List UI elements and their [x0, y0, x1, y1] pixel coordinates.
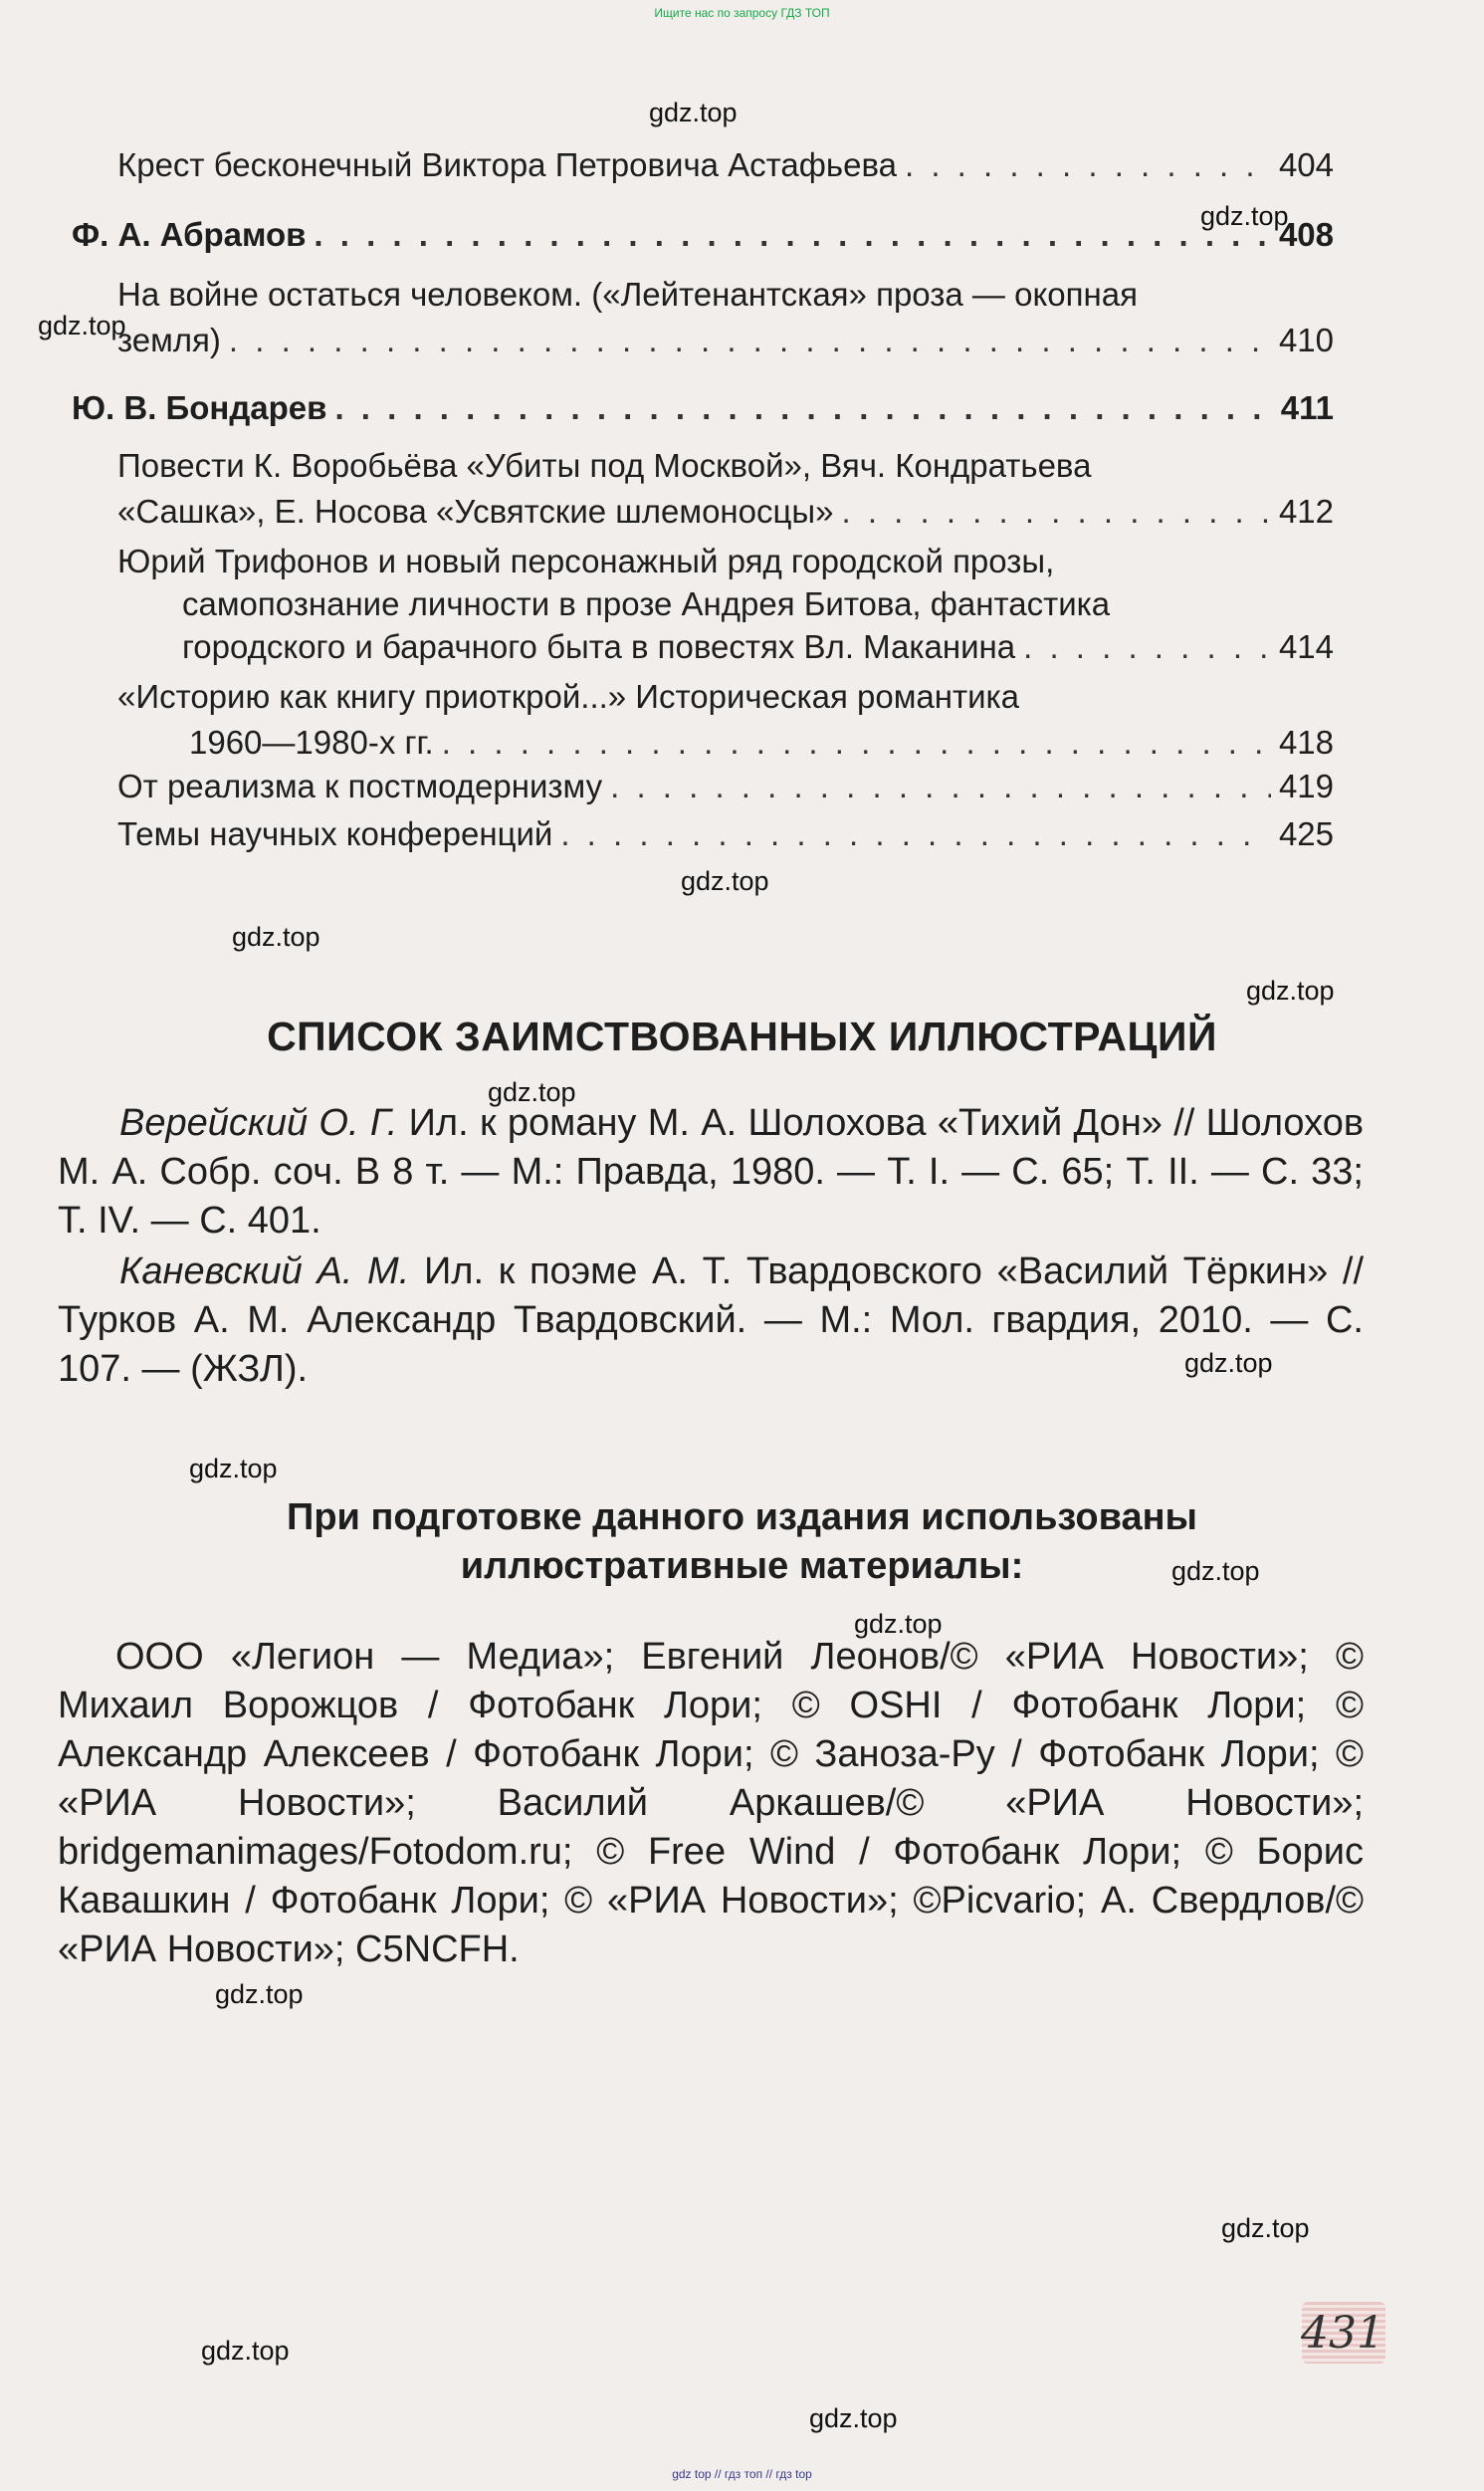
watermark: gdz.top	[1246, 976, 1335, 1006]
section-title-materials: При подготовке данного издания использованы	[287, 1496, 1197, 1538]
toc-entry	[117, 145, 1334, 185]
toc-entry-title: «Сашка», Е. Носова «Усвятские шлемоносцы»	[117, 493, 834, 530]
toc-page-number: 412	[1278, 493, 1334, 530]
watermark: gdz.top	[189, 1454, 278, 1483]
toc-author	[72, 215, 1334, 255]
toc-entry-title: Повести К. Воробьёва «Убиты под Москвой», Вяч. Кондратьева	[117, 447, 1092, 484]
toc-entry-title: От реализма к постмодернизму	[117, 768, 603, 804]
watermark: gdz.top	[201, 2336, 290, 2366]
toc-entry-title: Крест бесконечный Виктора Петровича Астафьева	[117, 146, 897, 183]
footer-links[interactable]: gdz top // гдз топ // гдз top	[672, 2467, 812, 2481]
reference-author: Верейский О. Г.	[119, 1102, 398, 1144]
watermark: gdz.top	[649, 98, 738, 127]
toc-entry-title: земля)	[117, 322, 221, 358]
toc-leader	[905, 145, 1271, 185]
toc-author-name: Ю. В. Бондарев	[72, 389, 327, 426]
reference-text: Ил. к поэме А. Т. Твардовского «Василий Тёркин» // Турков А. М. Александр Твардовский. — М.: Мол. гвардия, 2010. — С. 107. — (ЖЗЛ).	[58, 1250, 1365, 1390]
toc-leader	[334, 388, 1272, 428]
section-title-illustrations: СПИСОК ЗАИМСТВОВАННЫХ ИЛЛЮСТРАЦИЙ	[267, 1014, 1217, 1059]
illustration-reference	[58, 1247, 1364, 1394]
watermark: gdz.top	[488, 1077, 576, 1107]
toc-page-number: 425	[1278, 815, 1334, 852]
toc-leader	[841, 492, 1270, 532]
toc-author-name: Ф. А. Абрамов	[72, 216, 307, 253]
toc-author	[72, 388, 1334, 428]
watermark: gdz.top	[1221, 2213, 1310, 2243]
toc-leader	[314, 215, 1271, 255]
toc-leader	[442, 723, 1271, 763]
toc-page-number: 419	[1278, 768, 1334, 804]
watermark: gdz.top	[1200, 201, 1289, 231]
watermark: gdz.top	[1184, 1348, 1273, 1378]
toc-page-number: 408	[1278, 216, 1334, 253]
toc-entry	[117, 321, 1334, 360]
illustration-reference	[58, 1099, 1364, 1246]
toc-entry	[189, 723, 1334, 763]
section-title-materials: иллюстративные материалы:	[460, 1545, 1024, 1587]
page-number: 431	[1301, 2308, 1384, 2359]
page-number-badge	[1300, 2290, 1385, 2376]
toc-page-number: 411	[1280, 389, 1334, 426]
credits-text: ООО «Легион — Медиа»; Евгений Леонов/© «РИА Новости»; © Михаил Ворожцов / Фотобанк Лори; © OSHI / Фотобанк Лори; © Александр Алексеев / Фотобанк Лори; © Заноза-Ру / Фотобанк Лори; © «РИА Новости»; Василий Аркашев/© «РИА Новости»; bridgemanimages/Fotodom.ru; © Free Wind / Фотобанк Лори; © Борис Кавашкин / Фотобанк Лори; © «РИА Новости»; ©Picvario; А. Свердлов/© «РИА Новости»; C5NCFH.	[58, 1636, 1364, 1970]
watermark: gdz.top	[1171, 1556, 1260, 1586]
reference-author: Каневский А. М.	[119, 1250, 410, 1292]
toc-entry-title: 1960—1980-х гг.	[189, 724, 434, 761]
top-banner[interactable]: Ищите нас по запросу ГДЗ ТОП	[654, 6, 830, 20]
watermark: gdz.top	[215, 1979, 304, 2009]
toc-entry-title: «Историю как книгу приоткрой...» Историческая романтика	[117, 678, 1020, 715]
toc-entry	[117, 767, 1334, 806]
toc-entry-title: самопознание личности в прозе Андрея Битова, фантастика	[182, 585, 1111, 622]
watermark: gdz.top	[38, 311, 126, 340]
toc-entry	[182, 627, 1334, 667]
reference-text: Ил. к роману М. А. Шолохова «Тихий Дон» // Шолохов М. А. Собр. соч. В 8 т. — М.: Правда, 1980. — Т. I. — С. 65; Т. II. — С. 33; Т. IV. — С. 401.	[58, 1102, 1365, 1242]
toc-leader	[610, 767, 1271, 806]
toc-entry-title: Темы научных конференций	[117, 815, 553, 852]
watermark: gdz.top	[809, 2403, 898, 2433]
watermark: gdz.top	[681, 866, 769, 896]
watermark: gdz.top	[854, 1609, 943, 1639]
toc-page-number: 418	[1278, 724, 1334, 761]
toc-leader	[560, 814, 1271, 854]
toc-entry	[117, 814, 1334, 854]
toc-entry-title: Юрий Трифонов и новый персонажный ряд городской прозы,	[117, 543, 1055, 579]
watermark: gdz.top	[232, 922, 320, 952]
toc-page-number: 410	[1278, 322, 1334, 358]
toc-leader	[229, 321, 1271, 360]
toc-page-number: 414	[1278, 628, 1334, 665]
toc-leader	[1023, 627, 1271, 667]
toc-entry	[117, 492, 1334, 532]
materials-credits	[58, 1633, 1364, 1974]
toc-entry-title: городского и барачного быта в повестях Вл. Маканина	[182, 628, 1016, 665]
toc-entry-title: На войне остаться человеком. («Лейтенантская» проза — окопная	[117, 276, 1138, 313]
toc-page-number: 404	[1278, 146, 1334, 183]
